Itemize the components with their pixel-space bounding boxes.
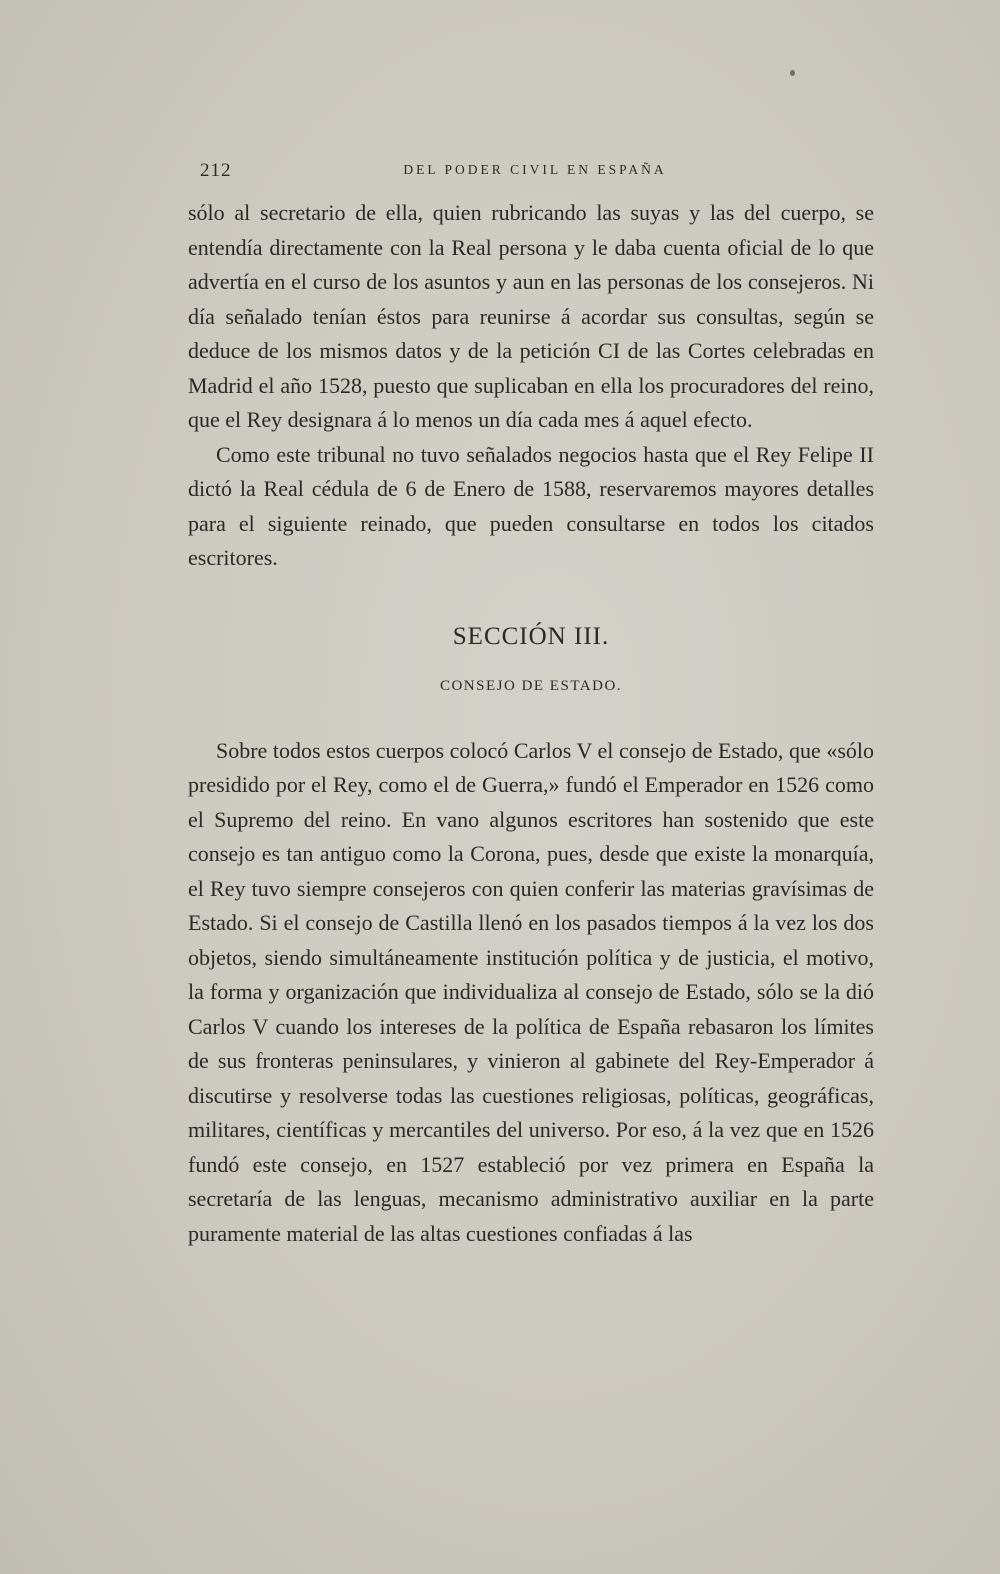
paragraph-2: Como este tribunal no tuvo señalados negocios hasta que el Rey Felipe II dictó la Real cédula de 6 de Enero de 1588, reservaremos mayores detalles para el siguiente reinado, que pueden consultarse en todos los citados escritores. (188, 441, 874, 570)
paragraph-3: Sobre todos estos cuerpos colocó Carlos V el consejo de Estado, que «sólo presidido por el Rey, como el de Guerra,» fundó el Emperador en 1526 como el Supremo del reino. En vano algunos escritores han sostenido que este consejo es tan antiguo como la Corona, pues, desde que existe la monarquía, el Rey tuvo siempre consejeros con quien conferir las materias gravísimas de Estado. Si el consejo de Castilla llenó en los pasados tiempos á la vez los dos objetos, siendo simultáneamente institución política y de justicia, el motivo, la forma y organización que individualiza al consejo de Estado, sólo se la dió Carlos V cuando los intereses de la política de España rebasaron los límites de sus fronteras peninsulares, y vinieron al gabinete del Rey-Emperador á discutirse y resolverse todas las cuestiones religiosas, políticas, geográficas, militares, científicas y mercantiles del universo. Por eso, á la vez que en 1526 fundó este consejo, en 1527 estableció por vez primera en España la secretaría de las lenguas, mecanismo administrativo auxiliar en la parte puramente material de las altas cuestiones confiadas á las (188, 737, 874, 1246)
running-title: DEL PODER CIVIL EN ESPAÑA (403, 162, 667, 177)
page-number: 212 (200, 160, 232, 181)
text-block (188, 196, 874, 1251)
section-subheading: CONSEJO DE ESTADO. (439, 677, 623, 694)
paragraph-1: sólo al secretario de ella, quien rubricando las suyas y las del cuerpo, se entendía directamente con la Real persona y le daba cuenta oficial de lo que advertía en el curso de los asuntos y aun en las personas de los consejeros. Ni día señalado tenían éstos para reunirse á acordar sus consultas, según se deduce de los mismos datos y de la petición CI de las Cortes celebradas en Madrid el año 1528, puesto que suplicaban en ella los procuradores del reino, que el Rey designara á lo menos un día cada mes á aquel efecto. (188, 200, 874, 432)
running-head (190, 160, 880, 190)
ink-speck (790, 70, 795, 76)
section-heading: SECCIÓN III. (452, 622, 610, 650)
